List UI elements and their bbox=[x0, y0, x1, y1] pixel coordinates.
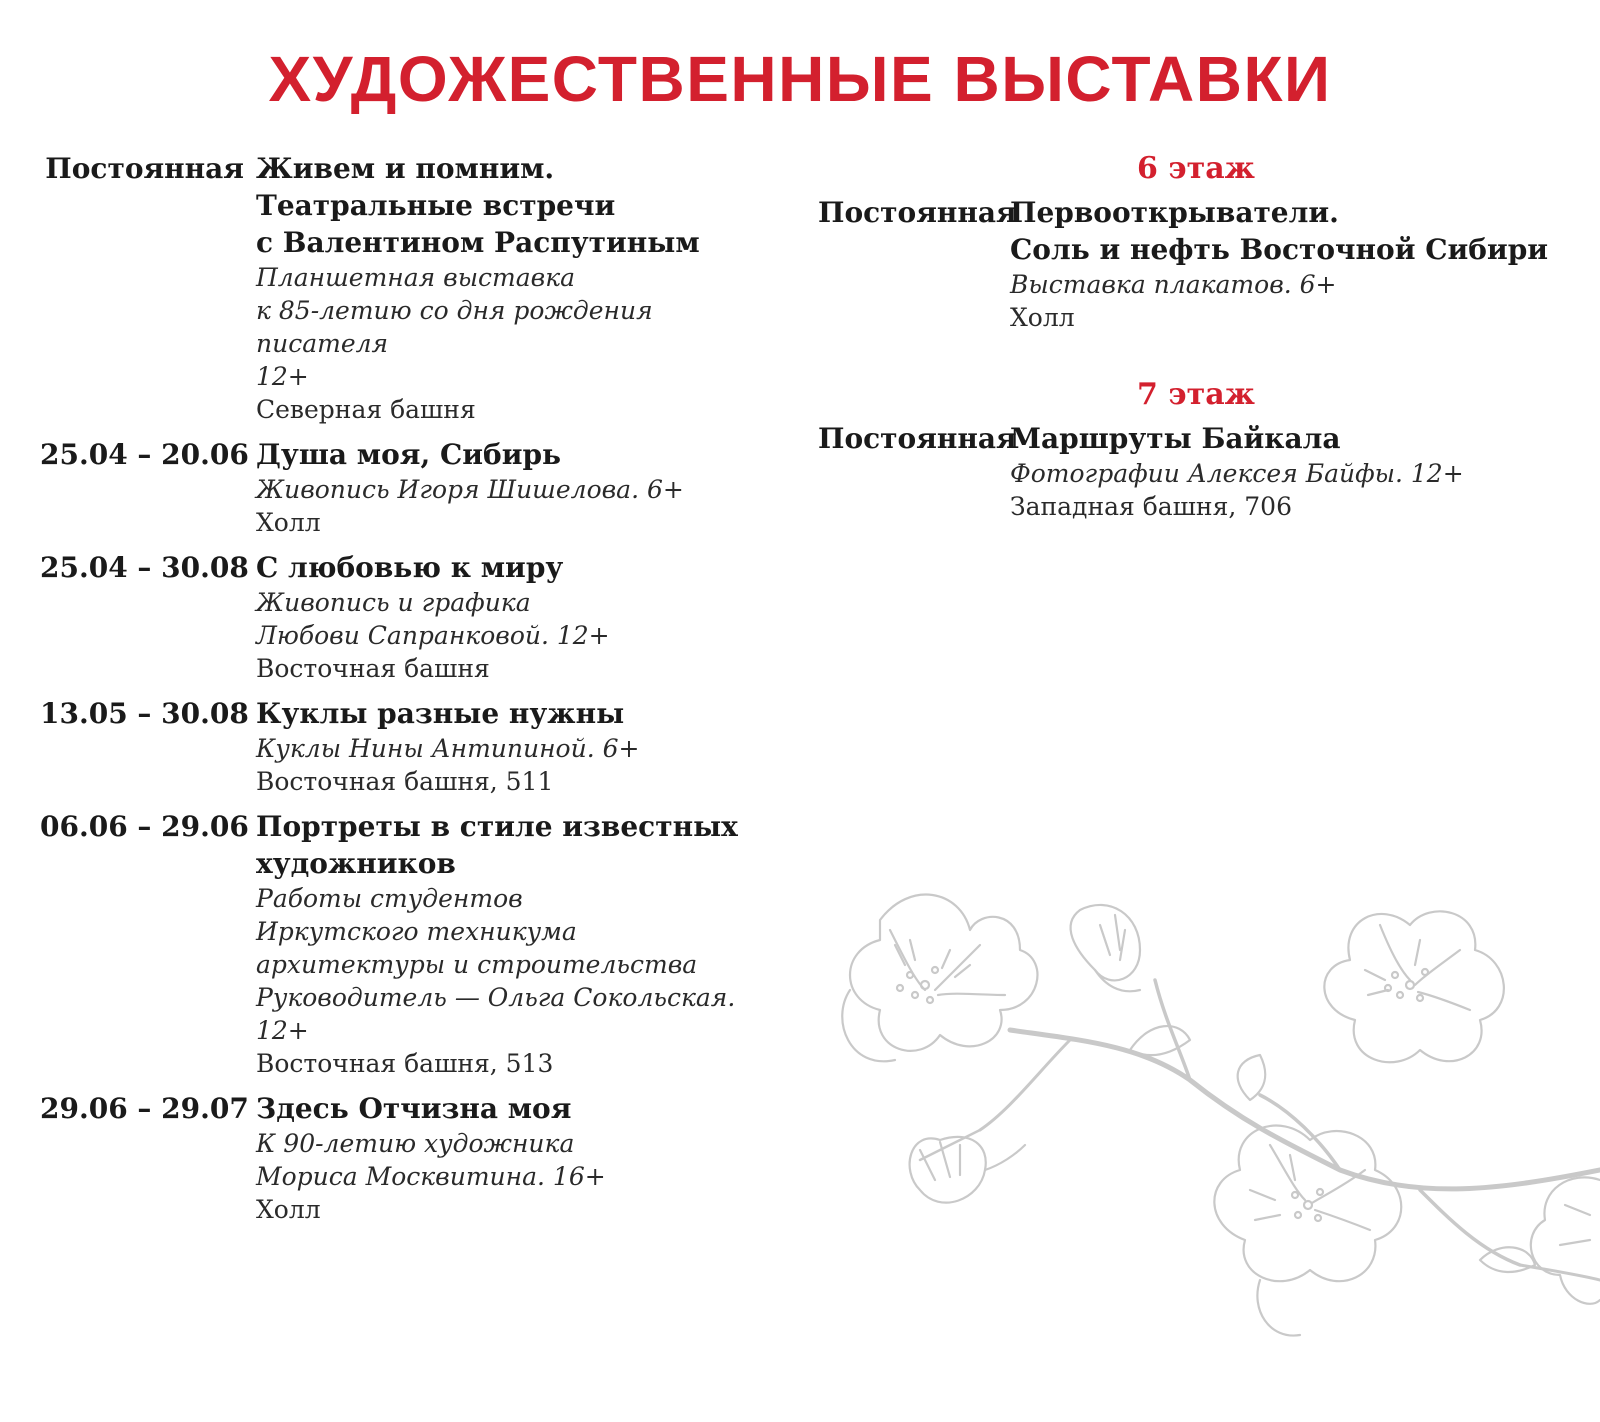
exhibition-description-line: Мориса Москвитина. 16+ bbox=[256, 1162, 606, 1191]
exhibition-info bbox=[1010, 194, 1588, 334]
exhibition-description-line: Иркутского техникума bbox=[256, 917, 577, 946]
exhibition-location: Холл bbox=[256, 1195, 321, 1224]
exhibition-title-line: Душа моя, Сибирь bbox=[256, 438, 562, 471]
exhibition-info bbox=[256, 549, 780, 685]
exhibition-description-line: Фотографии Алексея Байфы. 12+ bbox=[1010, 459, 1464, 488]
exhibition-description-line: Руководитель — Ольга Сокольская. 12+ bbox=[256, 983, 736, 1045]
exhibition-location: Восточная башня bbox=[256, 654, 490, 683]
exhibition-date: 25.04 – 20.06 bbox=[40, 438, 249, 471]
exhibition-info bbox=[256, 1090, 780, 1226]
exhibition-date: 29.06 – 29.07 bbox=[40, 1092, 249, 1125]
floor-heading-6: 6 этаж bbox=[1137, 151, 1255, 186]
exhibition-entry bbox=[40, 808, 780, 1080]
exhibition-date: Постоянная bbox=[45, 152, 244, 185]
exhibition-entry bbox=[818, 420, 1588, 523]
exhibition-location: Восточная башня, 513 bbox=[256, 1049, 554, 1078]
exhibition-info bbox=[256, 436, 780, 539]
page-title: ХУДОЖЕСТВЕННЫЕ ВЫСТАВКИ bbox=[268, 43, 1332, 115]
exhibition-date: Постоянная bbox=[818, 422, 1017, 455]
exhibition-location: Холл bbox=[1010, 303, 1075, 332]
exhibition-date: 25.04 – 30.08 bbox=[40, 551, 249, 584]
exhibition-location: Северная башня bbox=[256, 395, 476, 424]
exhibition-description-line: Выставка плакатов. 6+ bbox=[1010, 270, 1337, 299]
exhibition-title-line: художников bbox=[256, 847, 456, 880]
exhibition-entry bbox=[40, 436, 780, 539]
exhibition-entry bbox=[40, 695, 780, 798]
exhibition-description-line: к 85-летию со дня рождения писателя bbox=[256, 296, 653, 358]
exhibition-title-line: Портреты в стиле известных bbox=[256, 810, 738, 843]
exhibition-description-line: Любови Сапранковой. 12+ bbox=[256, 621, 610, 650]
exhibition-title-line: Живем и помним. bbox=[256, 152, 555, 185]
exhibition-description-line: Живопись Игоря Шишелова. 6+ bbox=[256, 475, 684, 504]
exhibition-title-line: Первооткрыватели. bbox=[1010, 196, 1339, 229]
exhibition-description-line: Куклы Нины Антипиной. 6+ bbox=[256, 734, 640, 763]
exhibition-entry bbox=[40, 549, 780, 685]
floor-heading-7: 7 этаж bbox=[1137, 377, 1255, 412]
exhibition-description-line: архитектуры и строительства bbox=[256, 950, 698, 979]
exhibition-info bbox=[256, 695, 780, 798]
exhibition-entry bbox=[40, 1090, 780, 1226]
exhibition-info bbox=[256, 150, 780, 426]
exhibition-title-line: с Валентином Распутиным bbox=[256, 226, 700, 259]
exhibition-info bbox=[1010, 420, 1588, 523]
exhibition-location: Западная башня, 706 bbox=[1010, 492, 1292, 521]
exhibition-description-line: Работы студентов bbox=[256, 884, 523, 913]
exhibitions-list-right bbox=[818, 150, 1588, 533]
exhibition-entry bbox=[818, 194, 1588, 334]
exhibition-date: 13.05 – 30.08 bbox=[40, 697, 249, 730]
exhibition-title-line: Куклы разные нужны bbox=[256, 697, 625, 730]
exhibition-description-line: Живопись и графика bbox=[256, 588, 531, 617]
cherry-blossom-illustration-icon bbox=[820, 870, 1600, 1422]
exhibition-info bbox=[256, 808, 780, 1080]
exhibitions-list-left bbox=[40, 150, 780, 1236]
exhibition-description-line: К 90-летию художника bbox=[256, 1129, 575, 1158]
exhibition-date: 06.06 – 29.06 bbox=[40, 810, 249, 843]
exhibition-title-line: Здесь Отчизна моя bbox=[256, 1092, 572, 1125]
exhibition-title-line: Соль и нефть Восточной Сибири bbox=[1010, 233, 1549, 266]
exhibition-location: Восточная башня, 511 bbox=[256, 767, 554, 796]
exhibition-entry bbox=[40, 150, 780, 426]
exhibition-title-line: Театральные встречи bbox=[256, 189, 616, 222]
exhibition-description-line: Планшетная выставка bbox=[256, 263, 576, 292]
exhibition-description-line: 12+ bbox=[256, 362, 309, 391]
exhibition-location: Холл bbox=[256, 508, 321, 537]
exhibition-date: Постоянная bbox=[818, 196, 1017, 229]
exhibition-title-line: С любовью к миру bbox=[256, 551, 564, 584]
exhibition-title-line: Маршруты Байкала bbox=[1010, 422, 1341, 455]
